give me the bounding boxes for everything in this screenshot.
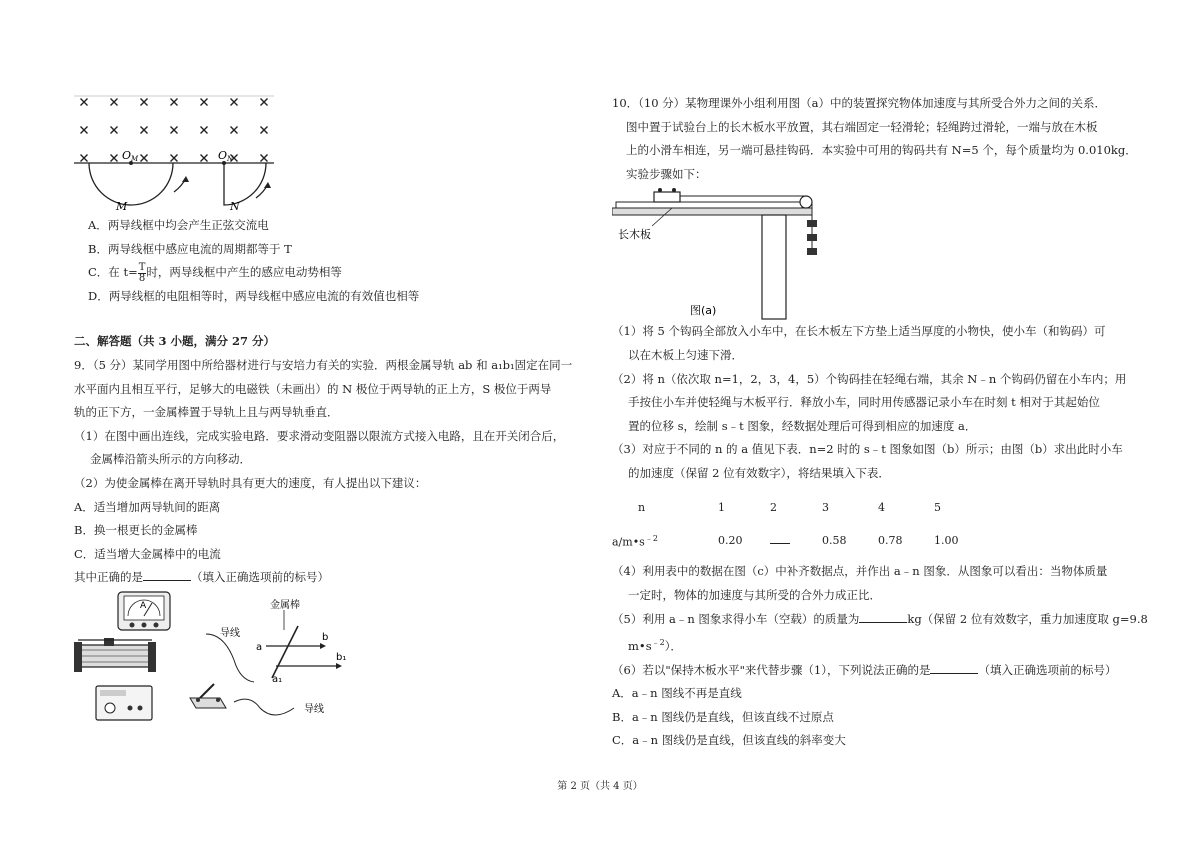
- svg-text:A: A: [140, 600, 147, 611]
- q9-answer-line: 其中正确的是 （填入正确选项前的标号）: [74, 570, 329, 585]
- q10-step4-line1: （4）利用表中的数据在图（c）中补齐数据点，并作出 a﹣n 图象．从图象可以看出：当物体质量: [612, 564, 1108, 579]
- q10-step2-line3: 置的位移 s，绘制 s﹣t 图象，经数据处理后可得到相应的加速度 a．: [628, 418, 977, 433]
- q10-option-b: B．a﹣n 图线仍是直线，但该直线不过原点: [612, 709, 834, 724]
- field-x-mark: [141, 155, 148, 162]
- q10-step4-line2: 一定时，物体的加速度与其所受的合外力成正比．: [628, 587, 881, 602]
- field-x-mark: [231, 99, 238, 106]
- q10-step1-line2: 以在木板上匀速下滑．: [628, 347, 743, 362]
- field-x-mark: [81, 127, 88, 134]
- field-x-mark: [111, 127, 118, 134]
- svg-text:a₁: a₁: [272, 673, 283, 685]
- switch-icon: [190, 684, 226, 708]
- ammeter-icon: [118, 592, 170, 630]
- field-x-mark: [201, 99, 208, 106]
- q10-step5-line2: $m•s^{﹣2}$）．: [628, 638, 682, 653]
- q10-step3-line1: （3）对应于不同的 n 的 a 值见下表．n=2 时的 s﹣t 图象如图（b）所示；由图（b）求出此时小车: [612, 442, 1123, 457]
- field-x-mark: [261, 127, 268, 134]
- q8-option-a: A．两导线框中均会产生正弦交流电: [88, 218, 269, 232]
- q10-step1-line1: （1）将 5 个钩码全部放入小车中，在长木板左下方垫上适当厚度的小物快，使小车（和钩码）可: [612, 324, 1106, 339]
- wire-label-2: 导线: [304, 703, 324, 715]
- table-row-n: [612, 492, 986, 524]
- apparatus-diagram: [74, 590, 374, 730]
- rheostat-icon: [74, 638, 156, 672]
- right-column: [612, 92, 1148, 753]
- table-cell: 4: [878, 500, 885, 514]
- inclined-board-apparatus: [612, 186, 832, 320]
- board-label: 长木板: [618, 228, 651, 242]
- field-x-mark: [261, 99, 268, 106]
- q9-option-c: C．适当增大金属棒中的电流: [74, 546, 221, 561]
- figure-a: [612, 186, 1132, 320]
- q10-stem-line1: 10．（10 分）某物理课外小组利用图（a）中的装置探究物体加速度与其所受合外力之间的关系．: [612, 96, 1107, 110]
- q8-option-b: B．两导线框中感应电流的周期都等于 T: [88, 241, 292, 256]
- table-cell: 1.00: [934, 533, 959, 547]
- q9-option-a: A．适当增加两导轨间的距离: [74, 499, 221, 514]
- table-cell: 3: [822, 500, 829, 514]
- q9-answer-blank: [143, 568, 191, 581]
- field-x-mark: [81, 155, 88, 162]
- q10-step5-line1: （5）利用 a﹣n 图象求得小车（空载）的质量为 kg（保留 2 位有效数字，重力加速度取 g=9.8: [612, 611, 1148, 626]
- q10-option-c: C．a﹣n 图线仍是直线，但该直线的斜率变大: [612, 733, 846, 748]
- section-2-title: 二、解答题（共 3 小题，满分 27 分）: [74, 334, 276, 349]
- fraction-t-over-8: $\frac{T}{8}$: [138, 261, 146, 284]
- svg-text:b₁: b₁: [336, 651, 347, 663]
- label-n: N: [230, 200, 240, 213]
- table-cell: 0.58: [822, 533, 847, 547]
- table-cell: 1: [718, 500, 725, 514]
- rod-label: 金属棒: [270, 599, 300, 611]
- magnetic-field-diagram: [74, 86, 304, 214]
- q9-part1-line2: 金属棒沿箭头所示的方向移动．: [90, 452, 251, 467]
- q10-option-a: A．a﹣n 图线不再是直线: [612, 686, 742, 701]
- power-supply-icon: [96, 686, 152, 720]
- label-on: ON: [218, 149, 234, 163]
- svg-text:b: b: [322, 631, 329, 643]
- q9-option-b: B．换一根更长的金属棒: [74, 523, 198, 538]
- q9-stem-line3: 轨的正下方，一金属棒置于导轨上且与两导轨垂直．: [74, 405, 339, 420]
- table-header-a: $a/m•s^{﹣2}$: [612, 534, 658, 549]
- field-x-mark: [141, 99, 148, 106]
- q10-mass-blank: [859, 610, 907, 623]
- q10-step6: （6）若以"保持木板水平"来代替步骤（1），下列说法正确的是 （填入正确选项前的标号）: [612, 662, 1117, 677]
- field-x-mark: [111, 99, 118, 106]
- label-om: OM: [122, 149, 139, 163]
- label-m: M: [116, 200, 128, 213]
- figure-a-caption: 图(a): [690, 304, 717, 318]
- magnetic-field-figure: [74, 86, 594, 214]
- table-cell: 0.20: [718, 533, 743, 547]
- q10-stem-line2: 图中置于试验台上的长木板水平放置，其右端固定一轻滑轮；轻绳跨过滑轮，一端与放在木板: [626, 119, 1098, 134]
- q9-stem-line1: 9．（5 分）某同学用图中所给器材进行与安培力有关的实验．两根金属导轨 ab 和 a₁b₁固定在同一: [74, 357, 573, 372]
- table-cell: 5: [934, 500, 941, 514]
- field-x-mark: [171, 127, 178, 134]
- field-x-mark: [201, 127, 208, 134]
- q8-option-c: C．在 t= $\frac{T}{8}$ 时，两导线框中产生的感应电动势相等: [88, 261, 342, 284]
- field-x-mark: [81, 99, 88, 106]
- q10-stem-line4: 实验步骤如下：: [626, 166, 707, 181]
- q10-step2-line1: （2）将 n（依次取 n=1，2，3，4，5）个钩码挂在轻绳右端，其余 N﹣n 个钩码仍留在小车内；用: [612, 371, 1127, 386]
- q10-step6-blank: [930, 661, 978, 674]
- q10-step3-line2: 的加速度（保留 2 位有效数字），将结果填入下表．: [628, 465, 890, 480]
- n-a-table: [612, 492, 986, 559]
- table-cell: 0.78: [878, 533, 903, 547]
- field-x-mark: [261, 155, 268, 162]
- table-cell-blank: [770, 523, 822, 558]
- field-x-mark: [141, 127, 148, 134]
- wire-label-1: 导线: [220, 627, 240, 639]
- page-footer: 第 2 页（共 4 页）: [557, 781, 643, 792]
- field-x-mark: [231, 127, 238, 134]
- q9-part1-line1: （1）在图中画出连线，完成实验电路．要求滑动变阻器以限流方式接入电路，且在开关闭合后，: [74, 428, 565, 443]
- table-header-n: n: [638, 500, 646, 514]
- q9-stem-line2: 水平面内且相互平行，足够大的电磁铁（未画出）的 N 极位于两导轨的正上方，S 极位于两导: [74, 381, 552, 396]
- q8-option-d: D．两导线框的电阻相等时，两导线框中感应电流的有效值也相等: [88, 288, 420, 303]
- field-x-mark: [171, 99, 178, 106]
- field-x-mark: [171, 155, 178, 162]
- table-cell: 2: [770, 500, 777, 514]
- q9-apparatus-figure: [74, 590, 594, 730]
- svg-text:a: a: [256, 641, 263, 653]
- q10-stem-line3: 上的小滑车相连，另一端可悬挂钩码．本实验中可用的钩码共有 N=5 个，每个质量均为 0.010kg．: [626, 143, 1137, 158]
- field-x-mark: [111, 155, 118, 162]
- table-row-a: [612, 523, 986, 558]
- left-column: [74, 86, 594, 730]
- field-x-mark: [201, 155, 208, 162]
- q10-step2-line2: 手按住小车并使轻绳与木板平行．释放小车，同时用传感器记录小车在时刻 t 相对于其起始位: [628, 395, 1100, 410]
- q9-part2: （2）为使金属棒在离开导轨时具有更大的速度，有人提出以下建议：: [74, 475, 427, 490]
